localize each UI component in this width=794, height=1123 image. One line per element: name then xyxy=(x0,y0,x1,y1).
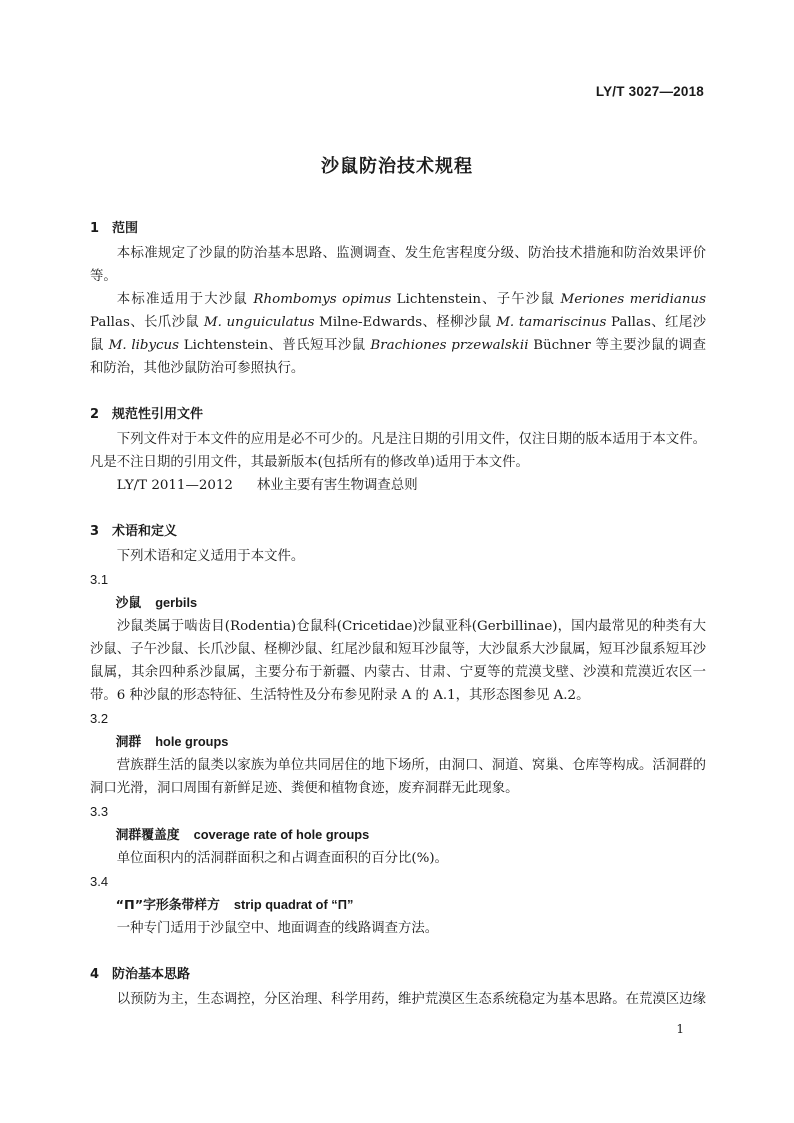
term-en: strip quadrat of “Π” xyxy=(233,897,354,912)
section-number: 2 xyxy=(90,407,100,422)
term-en: coverage rate of hole groups xyxy=(193,827,370,842)
section-heading-basic-approach xyxy=(90,962,706,988)
scope-paragraph-2 xyxy=(90,288,706,380)
terms-intro: 下列术语和定义适用于本文件。 xyxy=(116,549,305,564)
reference-title: 林业主要有害生物调查总则 xyxy=(256,478,418,493)
section-number: 3 xyxy=(90,524,100,539)
document-body xyxy=(90,216,706,1011)
term-entry xyxy=(90,568,706,707)
term-definition: 营族群生活的鼠类以家族为单位共同居住的地下场所，由洞口、洞道、窝巢、仓库等构成。活洞群的洞口光滑，洞口周围有新鲜足迹、粪便和植物食迹，废弃洞群无此现象。 xyxy=(90,758,706,796)
references-paragraph: 下列文件对于本文件的应用是必不可少的。凡是注日期的引用文件，仅注日期的版本适用于本文件。凡是不注日期的引用文件，其最新版本(包括所有的修改单)适用于本文件。 xyxy=(90,432,706,470)
term-zh: 洞群覆盖度 xyxy=(115,828,180,843)
page-number: 1 xyxy=(676,1022,684,1036)
species-name: Rhombomys opimus xyxy=(253,292,392,307)
section-title: 规范性引用文件 xyxy=(112,407,204,422)
section-number: 1 xyxy=(90,221,100,236)
term-entry xyxy=(90,707,706,800)
term-heading xyxy=(90,730,706,754)
term-entry xyxy=(90,870,706,940)
term-definition: 一种专门适用于沙鼠空中、地面调查的线路调查方法。 xyxy=(116,921,439,936)
term-number: 3.1 xyxy=(90,572,109,587)
term-number: 3.2 xyxy=(90,711,109,726)
term-zh: 洞群 xyxy=(115,735,142,750)
term-definition: 沙鼠类属于啮齿目(Rodentia)仓鼠科(Cricetidae)沙鼠亚科(Gerbillinae)，国内最常见的种类有大沙鼠、子午沙鼠、长爪沙鼠、柽柳沙鼠、红尾沙鼠和短耳沙鼠等，大沙鼠系大沙鼠属，短耳沙鼠系短耳沙鼠属，其余四种系沙鼠属，主要分布于新疆、内蒙古、甘肃、宁夏等的荒漠戈壁、沙漠和荒漠近农区一带。6 种沙鼠的形态特征、生活特性及分布参见附录 A 的 A.1，其形态图参见 A.2。 xyxy=(90,619,706,703)
term-en: gerbils xyxy=(155,595,198,610)
text-run: Lichtenstein、普氏短耳沙鼠 xyxy=(179,338,371,353)
term-zh: 沙鼠 xyxy=(115,596,142,611)
approach-paragraph: 以预防为主，生态调控，分区治理、科学用药，维护荒漠区生态系统稳定为基本思路。在荒漠区边缘 xyxy=(116,992,706,1007)
reference-entry xyxy=(90,474,706,497)
document-title: 沙鼠防治技术规程 xyxy=(321,156,473,177)
text-run: Lichtenstein、子午沙鼠 xyxy=(391,292,561,307)
text-run: Pallas、红尾沙鼠 xyxy=(90,315,707,353)
text-run: Pallas、长爪沙鼠 xyxy=(90,315,204,330)
text-run: Büchner 等主要沙鼠的调查和防治，其他沙鼠防治可参照执行。 xyxy=(90,338,706,376)
term-entry xyxy=(90,800,706,870)
section-heading-normative-references xyxy=(90,402,706,428)
section-heading-scope xyxy=(90,216,706,242)
species-name: M. tamariscinus xyxy=(496,315,607,330)
term-heading xyxy=(90,823,706,847)
term-number: 3.3 xyxy=(90,804,109,819)
term-definition: 单位面积内的活洞群面积之和占调查面积的百分比(%)。 xyxy=(116,851,448,866)
section-title: 防治基本思路 xyxy=(112,967,191,982)
term-zh: “Π”字形条带样方 xyxy=(115,898,220,913)
text-run: Milne-Edwards、柽柳沙鼠 xyxy=(314,315,497,330)
section-heading-terms xyxy=(90,519,706,545)
species-name: Brachiones przewalskii xyxy=(370,338,529,353)
species-name: Meriones meridianus xyxy=(560,292,706,307)
section-title: 术语和定义 xyxy=(112,524,178,539)
term-heading xyxy=(90,591,706,615)
reference-code: LY/T 2011—2012 xyxy=(116,478,233,493)
section-number: 4 xyxy=(90,967,100,982)
scope-paragraph-1: 本标准规定了沙鼠的防治基本思路、监测调查、发生危害程度分级、防治技术措施和防治效果评价等。 xyxy=(90,246,706,284)
species-name: M. unguiculatus xyxy=(203,315,315,330)
term-number: 3.4 xyxy=(90,874,109,889)
section-title: 范围 xyxy=(112,221,139,236)
text-run: 本标准适用于大沙鼠 xyxy=(116,292,254,307)
term-en: hole groups xyxy=(155,734,229,749)
standard-code: LY/T 3027—2018 xyxy=(595,84,704,99)
species-name: M. libycus xyxy=(108,338,180,353)
term-heading xyxy=(90,893,706,917)
